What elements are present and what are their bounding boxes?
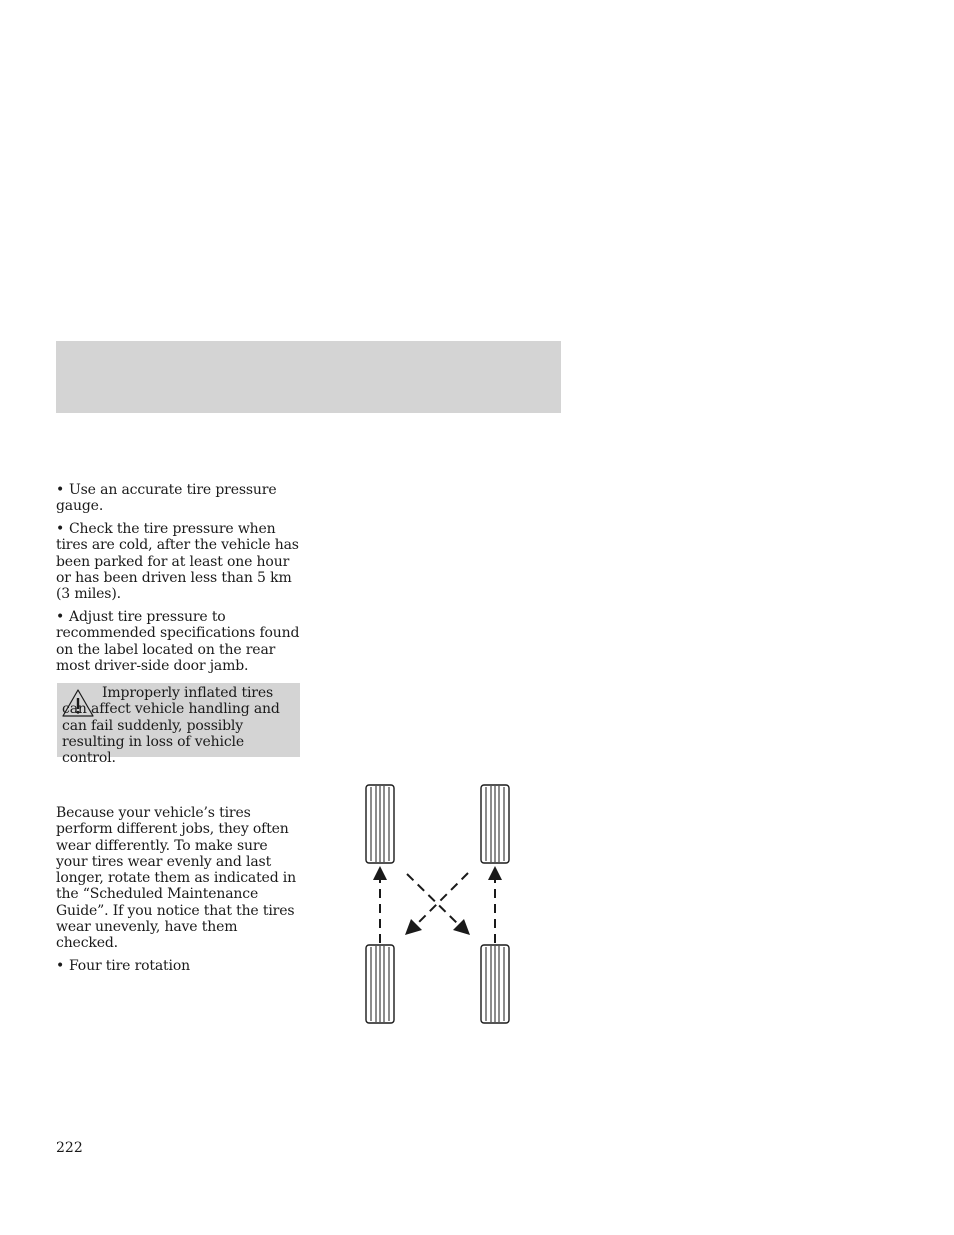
rotation-paragraph: Because your vehicle’s tires perform different jobs, they often wear differently. To make sure your tires wear evenly and last longer, rotate them as indicated in the “Scheduled Maintenance Guide”. If you notice that the tires wear unevenly, have them checked. <box>56 805 297 952</box>
tire-icon <box>366 945 394 1023</box>
list-item <box>56 609 302 674</box>
list-item <box>56 958 302 974</box>
arrow-head-icon <box>373 866 387 880</box>
four-tire-rotation-diagram <box>360 780 520 1030</box>
section-header-band <box>56 341 561 413</box>
bullet-text: Adjust tire pressure to recommended specifications found on the label located on the rear most driver-side door jamb. <box>56 609 300 674</box>
bullet-text: Use an accurate tire pressure gauge. <box>56 482 277 515</box>
bullet-marker: • <box>56 521 65 538</box>
tire-icon <box>481 945 509 1023</box>
warning-text: Improperly inflated tires can affect vehicle handling and can fail suddenly, possibly resulting in loss of vehicle control. <box>62 685 280 767</box>
page-number: 222 <box>56 1140 83 1156</box>
tire-rotation-section <box>56 805 302 980</box>
tire-icon <box>481 785 509 863</box>
list-item <box>56 482 302 515</box>
bullet-marker: • <box>56 482 65 498</box>
bullet-marker: • <box>56 609 65 626</box>
dashed-arrow-icon <box>415 873 468 926</box>
dashed-arrow-icon <box>407 874 460 926</box>
arrow-head-icon <box>488 866 502 880</box>
bullet-text: Check the tire pressure when tires are cold, after the vehicle has been parked for at least one hour or has been driven less than 5 km (3 miles). <box>56 521 299 603</box>
tire-icon <box>366 785 394 863</box>
list-item <box>56 521 302 602</box>
bullet-text: Four tire rotation <box>69 957 191 974</box>
bullet-marker: • <box>56 957 65 974</box>
tire-pressure-bullets <box>56 482 302 681</box>
warning-box <box>57 683 300 767</box>
